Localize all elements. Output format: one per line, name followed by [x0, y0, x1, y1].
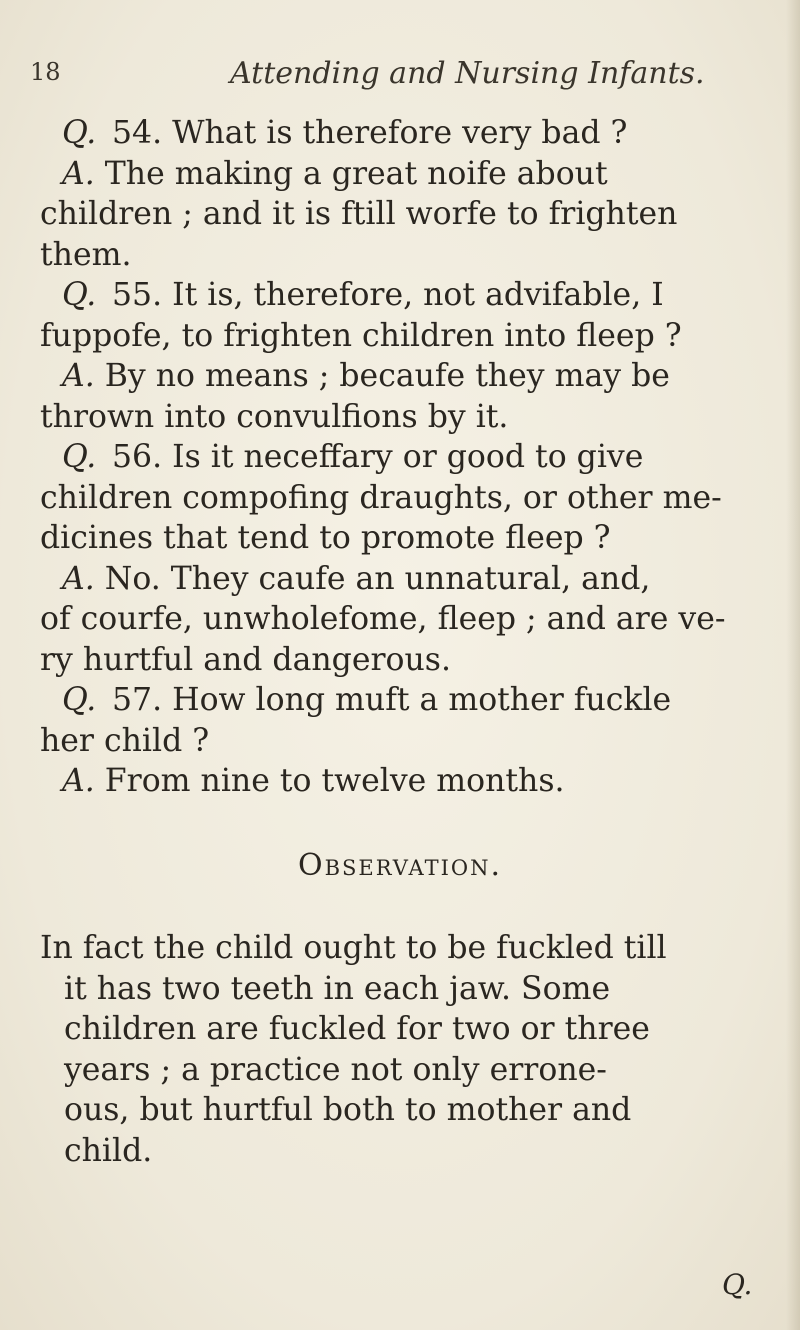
- text-line: [40, 113, 770, 154]
- line-text: No. They caufe an unnatural, and,: [104, 560, 651, 597]
- text-line: [40, 316, 770, 357]
- line-text: children compofing draughts, or other me-: [40, 479, 722, 516]
- text-line: [40, 559, 770, 600]
- running-title: Attending and Nursing Infants.: [230, 56, 705, 91]
- line-text: fuppofe, to frighten children into fleep ?: [40, 317, 682, 354]
- page-header: [30, 58, 760, 98]
- answer-mark-label: A.: [62, 358, 95, 394]
- observation-line: child.: [64, 1132, 153, 1169]
- question-mark-label: Q.: [62, 439, 97, 475]
- line-text: 54. What is therefore very bad ?: [112, 115, 628, 151]
- answer-mark-label: A.: [62, 763, 95, 799]
- line-text: From nine to twelve months.: [104, 763, 565, 799]
- line-text: 55. It is, therefore, not advifable, I: [112, 277, 664, 313]
- page-number: 18: [30, 58, 61, 86]
- observation-line: In fact the child ought to be fuckled till: [40, 930, 667, 966]
- line-text: dicines that tend to promote fleep ?: [40, 520, 611, 556]
- answer-mark-label: A.: [62, 560, 95, 597]
- question-mark-label: Q.: [62, 277, 97, 313]
- text-line: [40, 761, 770, 802]
- text-line: [40, 640, 770, 681]
- text-line: [40, 275, 770, 316]
- line-text: children ; and it is ftill worfe to frighten: [40, 196, 678, 232]
- line-text: 56. Is it neceffary or good to give: [112, 439, 644, 475]
- answer-mark-label: A.: [62, 155, 95, 192]
- text-line: [40, 518, 770, 559]
- question-mark-label: Q.: [62, 115, 97, 151]
- text-line: [40, 235, 770, 276]
- observation-line: years ; a practice not only errone-: [64, 1051, 607, 1088]
- text-line: [40, 478, 770, 519]
- qa-section: [40, 113, 770, 802]
- line-text: ry hurtful and dangerous.: [40, 641, 451, 678]
- observation-line: children are fuckled for two or three: [64, 1011, 650, 1047]
- observation-line: ous, but hurtful both to mother and: [64, 1092, 632, 1128]
- text-line: [40, 599, 770, 640]
- text-line: [40, 356, 770, 397]
- text-line: [40, 397, 770, 438]
- observation-line: it has two teeth in each jaw. Some: [64, 970, 611, 1007]
- text-line: [40, 680, 770, 721]
- text-line: [40, 721, 770, 762]
- catchword: Q.: [722, 1268, 753, 1301]
- line-text: The making a great noife about: [104, 155, 608, 192]
- text-line: [40, 154, 770, 195]
- line-text: thrown into convulfions by it.: [40, 398, 509, 435]
- line-text: of courfe, unwholefome, fleep ; and are ve-: [40, 601, 726, 637]
- line-text: By no means ; becaufe they may be: [104, 358, 670, 394]
- question-mark-label: Q.: [62, 682, 97, 718]
- line-text: them.: [40, 236, 132, 273]
- page-edge-shadow: [786, 0, 800, 1330]
- text-line: [40, 194, 770, 235]
- observation-paragraph: [40, 928, 770, 1171]
- text-line: [40, 437, 770, 478]
- line-text: 57. How long muft a mother fuckle: [112, 682, 672, 718]
- observation-heading: Observation.: [298, 848, 502, 883]
- line-text: her child ?: [40, 722, 210, 759]
